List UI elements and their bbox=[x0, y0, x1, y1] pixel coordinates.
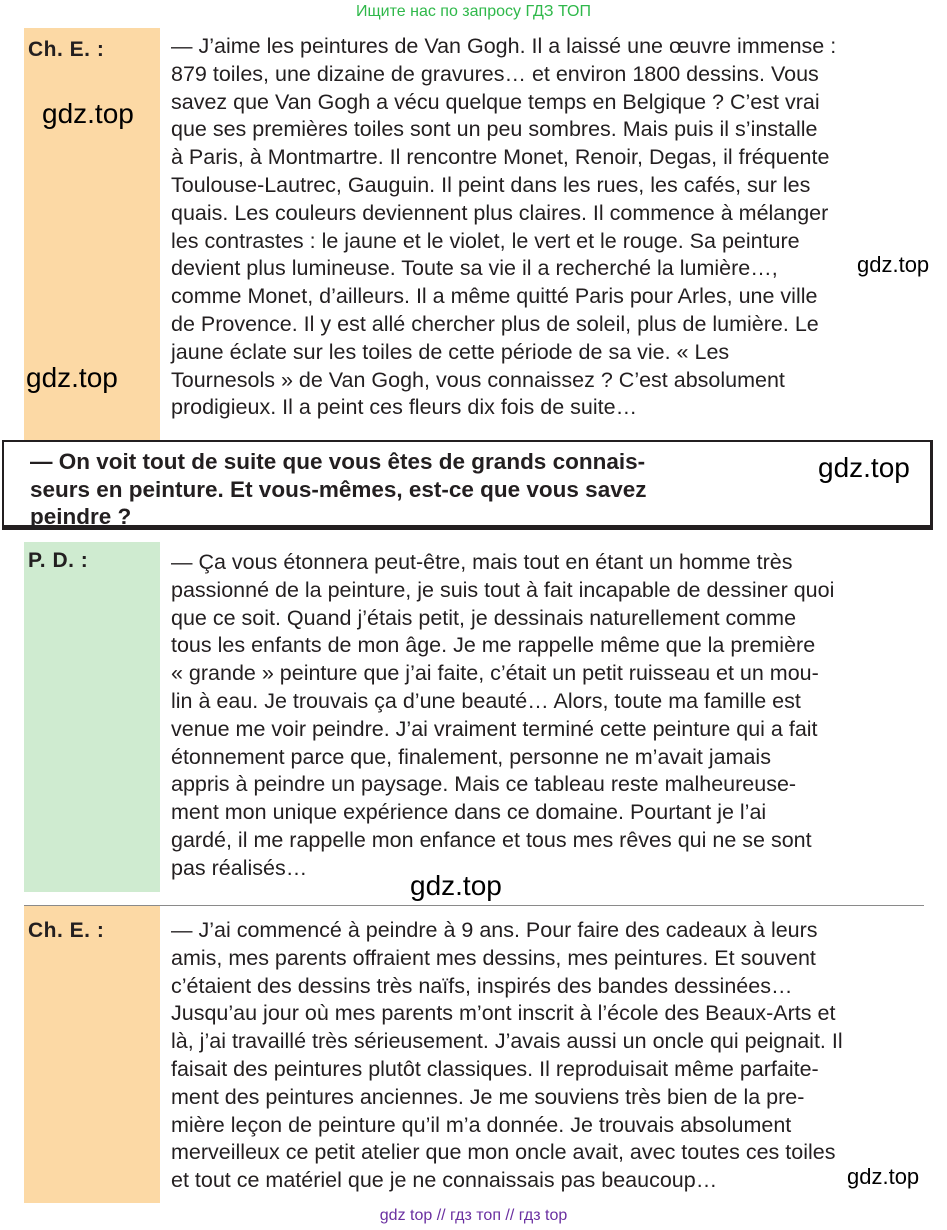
text-line: prodigieux. Il a peint ces fleurs dix fois de suite… bbox=[171, 395, 638, 420]
text-line: que ce soit. Quand j’étais petit, je dessinais naturellement comme bbox=[171, 605, 797, 630]
watermark: gdz.top bbox=[410, 870, 502, 901]
text-line: que ses premières toiles sont un peu sombres. Mais puis il s’installe bbox=[171, 117, 818, 142]
speaker-label-che-1: Ch. E. : bbox=[28, 38, 105, 61]
watermark: gdz.top bbox=[42, 98, 134, 129]
watermark: gdz.top bbox=[847, 1164, 920, 1189]
paragraph-che-1 bbox=[171, 33, 931, 422]
watermark: gdz.top bbox=[818, 452, 910, 483]
question-line: peindre ? bbox=[30, 504, 132, 529]
text-line: savez que Van Gogh a vécu quelque temps en Belgique ? C’est vrai bbox=[171, 89, 820, 114]
watermark: gdz.top bbox=[26, 362, 118, 393]
text-line: de Provence. Il y est allé chercher plus de soleil, plus de lumière. Le bbox=[171, 311, 819, 336]
text-line: « grande » peinture que j’ai faite, c’était un petit ruisseau et un mou- bbox=[171, 661, 819, 686]
speaker-label-che-2: Ch. E. : bbox=[28, 919, 105, 942]
text-line: à Paris, à Montmartre. Il rencontre Monet, Renoir, Degas, il fréquente bbox=[171, 145, 830, 170]
speaker-band-che-2 bbox=[24, 906, 160, 1203]
text-line: et tout ce matériel que je ne connaissais pas beaucoup… bbox=[171, 1168, 718, 1193]
text-line: passionné de la peinture, je suis tout à fait incapable de dessiner quoi bbox=[171, 577, 835, 602]
paragraph-che-2 bbox=[171, 917, 931, 1195]
text-line: c’étaient des dessins très naïfs, inspirés des bandes dessinées… bbox=[171, 973, 793, 998]
text-line: appris à peindre un paysage. Mais ce tableau reste malheureuse- bbox=[171, 772, 797, 797]
search-banner: Ищите нас по запросу ГДЗ ТОП bbox=[356, 3, 591, 20]
text-line: Jusqu’au jour où mes parents m’ont inscrit à l’école des Beaux-Arts et bbox=[171, 1001, 836, 1026]
text-line: tous les enfants de mon âge. Je me rappelle même que la première bbox=[171, 633, 816, 658]
question-line: seurs en peinture. Et vous-mêmes, est-ce que vous savez bbox=[30, 476, 647, 502]
text-line: ment mon unique expérience dans ce domaine. Pourtant je l’ai bbox=[171, 800, 767, 825]
text-line: — Ça vous étonnera peut-être, mais tout en étant un homme très bbox=[171, 550, 793, 574]
speaker-label-pd: P. D. : bbox=[28, 549, 89, 572]
text-line: étonnement parce que, finalement, personne ne m’avait jamais bbox=[171, 744, 771, 769]
text-line: merveilleux ce petit atelier que mon oncle avait, avec toutes ces toiles bbox=[171, 1140, 836, 1165]
text-line: les contrastes : le jaune et le violet, le vert et le rouge. Sa peinture bbox=[171, 228, 800, 253]
text-line: venue me voir peindre. J’ai vraiment terminé cette peinture qui a fait bbox=[171, 716, 818, 741]
text-line: jaune éclate sur les toiles de cette période de sa vie. « Les bbox=[171, 339, 730, 364]
text-line: — J’ai commencé à peindre à 9 ans. Pour faire des cadeaux à leurs bbox=[171, 918, 818, 942]
text-line: pas réalisés… bbox=[171, 855, 308, 880]
text-line: — J’aime les peintures de Van Gogh. Il a laissé une œuvre immense : bbox=[171, 34, 837, 58]
text-line: ment des peintures anciennes. Je me souviens très bien de la pre- bbox=[171, 1084, 805, 1109]
text-line: 879 toiles, une dizaine de gravures… et environ 1800 dessins. Vous bbox=[171, 61, 819, 86]
text-line: lin à eau. Je trouvais ça d’une beauté… Alors, toute ma famille est bbox=[171, 688, 801, 713]
footer-links: gdz top // гдз топ // гдз top bbox=[379, 1207, 568, 1224]
watermark: gdz.top bbox=[857, 252, 930, 277]
question-box bbox=[2, 440, 933, 530]
text-line: comme Monet, d’ailleurs. Il a même quitté Paris pour Arles, une ville bbox=[171, 284, 818, 309]
text-line: Tournesols » de Van Gogh, vous connaissez ? C’est absolument bbox=[171, 367, 785, 392]
text-line: quais. Les couleurs deviennent plus claires. Il commence à mélanger bbox=[171, 200, 829, 225]
question-text bbox=[30, 448, 647, 531]
text-line: amis, mes parents offraient mes dessins, mes peintures. Et souvent bbox=[171, 945, 816, 970]
text-line: faisait des peintures plutôt classiques. Il reproduisait même parfaite- bbox=[171, 1056, 819, 1081]
question-line: — On voit tout de suite que vous êtes de grands connais- bbox=[30, 449, 646, 474]
text-line: Toulouse-Lautrec, Gauguin. Il peint dans les rues, les cafés, sur les bbox=[171, 172, 811, 197]
text-line: gardé, il me rappelle mon enfance et tous mes rêves qui ne se sont bbox=[171, 827, 812, 852]
paragraph-pd bbox=[171, 549, 931, 883]
speaker-band-pd bbox=[24, 542, 160, 892]
text-line: devient plus lumineuse. Toute sa vie il a recherché la lumière…, bbox=[171, 256, 778, 281]
text-line: là, j’ai travaillé très sérieusement. J’avais aussi un oncle qui peignait. Il bbox=[171, 1029, 843, 1054]
text-line: mière leçon de peinture qu’il m’a donnée. Je trouvais absolument bbox=[171, 1112, 792, 1137]
